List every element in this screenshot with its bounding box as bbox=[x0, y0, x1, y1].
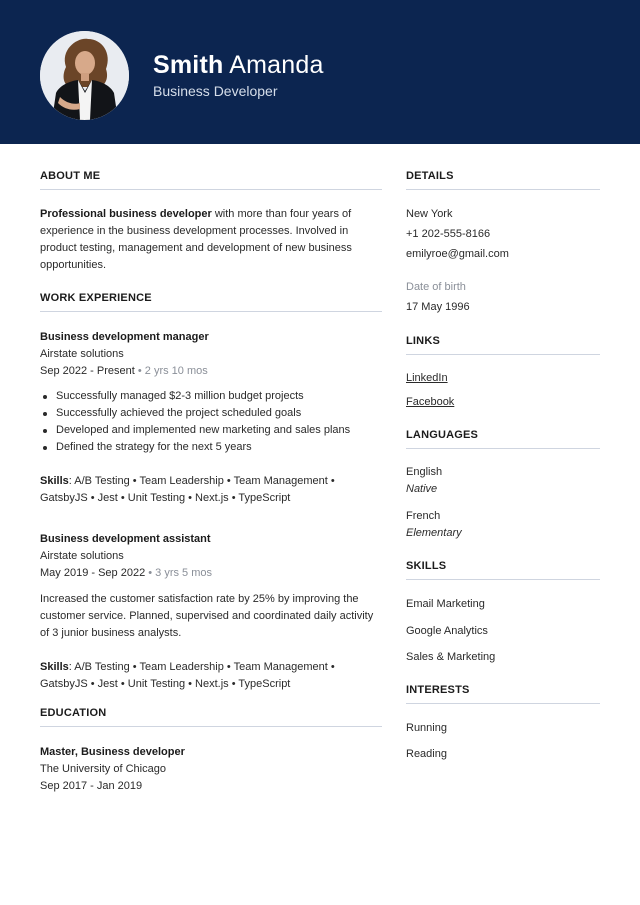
about-lead: Professional business developer bbox=[40, 208, 212, 220]
work-section bbox=[40, 292, 382, 693]
interests-section bbox=[406, 684, 600, 704]
about-section bbox=[40, 170, 382, 274]
job-description: Increased the customer satisfaction rate by 25% by improving the customer service. Planned, supervised and coordinated daily activity of 3 junior business analysts. bbox=[40, 593, 374, 639]
section-title-about: ABOUT ME bbox=[40, 170, 382, 190]
job-entry bbox=[40, 531, 382, 693]
job-company: Airstate solutions bbox=[40, 550, 124, 562]
profile-photo bbox=[40, 31, 129, 120]
job-period: Sep 2022 - Present • 2 yrs 10 mos bbox=[40, 365, 208, 377]
detail-email: emilyroe@gmail.com bbox=[406, 248, 509, 260]
languages-section bbox=[406, 429, 600, 449]
avatar bbox=[40, 31, 129, 120]
language-level: Elementary bbox=[406, 527, 462, 539]
job-duration: 2 yrs 10 mos bbox=[144, 365, 208, 377]
facebook-link[interactable]: Facebook bbox=[406, 396, 455, 408]
skills-section bbox=[406, 560, 600, 580]
skill-item: Email Marketing bbox=[406, 598, 485, 610]
about-text bbox=[40, 206, 382, 274]
list-item: Developed and implemented new marketing and sales plans bbox=[40, 422, 382, 439]
detail-city: New York bbox=[406, 208, 453, 220]
section-title-skills: SKILLS bbox=[406, 560, 600, 580]
job-bullets bbox=[40, 388, 382, 456]
skills-list: : A/B Testing • Team Leadership • Team Management • GatsbyJS • Jest • Unit Testing • Next.js • TypeScript bbox=[40, 475, 335, 504]
about-body: with more than four years of experience in the business development processes. Involved in product testing, management and development of new business opportunities. bbox=[40, 208, 352, 271]
dob-value: 17 May 1996 bbox=[406, 301, 470, 313]
job-duration: 3 yrs 5 mos bbox=[155, 567, 213, 579]
interest-item: Reading bbox=[406, 748, 447, 760]
language-name: English bbox=[406, 466, 443, 478]
list-item: Successfully achieved the project scheduled goals bbox=[40, 405, 382, 422]
job-period: May 2019 - Sep 2022 • 3 yrs 5 mos bbox=[40, 567, 213, 579]
list-item: Defined the strategy for the next 5 years bbox=[40, 439, 382, 456]
section-title-languages: LANGUAGES bbox=[406, 429, 600, 449]
skill-item: Google Analytics bbox=[406, 625, 488, 637]
interest-item: Running bbox=[406, 722, 447, 734]
section-title-details: DETAILS bbox=[406, 170, 600, 190]
section-title-work: WORK EXPERIENCE bbox=[40, 292, 382, 312]
education-section bbox=[40, 707, 382, 795]
candidate-name bbox=[153, 50, 324, 80]
job-title: Business Developer bbox=[153, 83, 278, 99]
details-section bbox=[406, 170, 600, 190]
job-dates: Sep 2022 - Present bbox=[40, 365, 135, 377]
education-entry bbox=[40, 744, 382, 795]
skill-item: Sales & Marketing bbox=[406, 651, 496, 663]
language-name: French bbox=[406, 510, 441, 522]
education-period: Sep 2017 - Jan 2019 bbox=[40, 780, 143, 792]
degree: Master, Business developer bbox=[40, 746, 185, 758]
detail-phone: +1 202-555-8166 bbox=[406, 228, 491, 240]
links-section bbox=[406, 335, 600, 355]
skills-label: Skills bbox=[40, 475, 69, 487]
list-item: Successfully managed $2-3 million budget projects bbox=[40, 388, 382, 405]
language-level: Native bbox=[406, 483, 438, 495]
section-title-links: LINKS bbox=[406, 335, 600, 355]
job-skills bbox=[40, 659, 382, 693]
first-name: Smith bbox=[153, 51, 224, 79]
header-banner bbox=[0, 0, 640, 144]
linkedin-link[interactable]: LinkedIn bbox=[406, 372, 448, 384]
school: The University of Chicago bbox=[40, 763, 166, 775]
job-dates: May 2019 - Sep 2022 bbox=[40, 567, 146, 579]
job-title: Business development manager bbox=[40, 331, 209, 343]
job-title: Business development assistant bbox=[40, 533, 211, 545]
job-company: Airstate solutions bbox=[40, 348, 124, 360]
section-title-education: EDUCATION bbox=[40, 707, 382, 727]
section-title-interests: INTERESTS bbox=[406, 684, 600, 704]
dob-label: Date of birth bbox=[406, 281, 466, 293]
skills-label: Skills bbox=[40, 661, 69, 673]
skills-list: : A/B Testing • Team Leadership • Team Management • GatsbyJS • Jest • Unit Testing • Next.js • TypeScript bbox=[40, 661, 335, 690]
job-entry bbox=[40, 329, 382, 507]
last-name: Amanda bbox=[229, 51, 324, 79]
job-skills bbox=[40, 473, 382, 507]
